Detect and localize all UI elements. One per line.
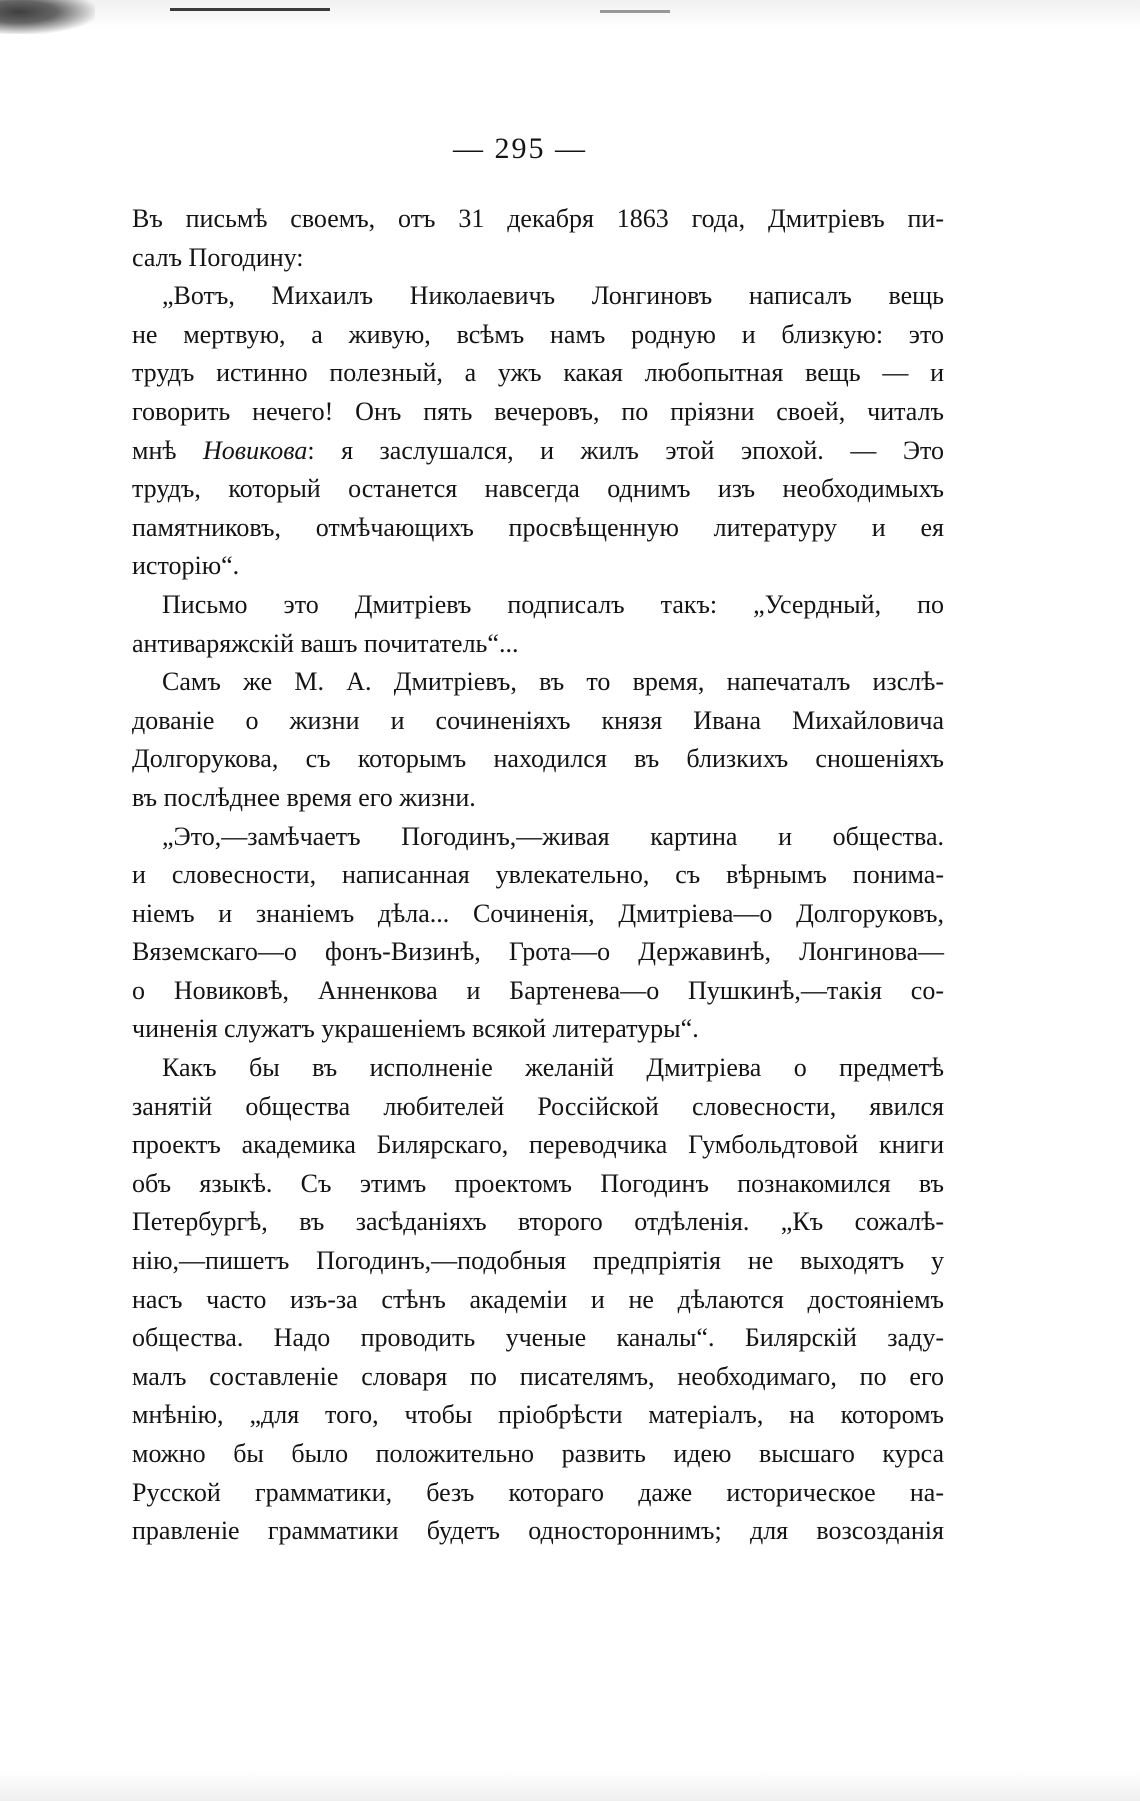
text-line: исторію“.	[132, 551, 240, 581]
text-line: насъ часто изъ-за стѣнъ академіи и не дѣлаются достояніемъ	[132, 1284, 944, 1314]
text-line: салъ Погодину:	[132, 242, 304, 272]
paragraph	[132, 586, 944, 663]
text-line: въ послѣднее время его жизни.	[132, 782, 476, 812]
paragraph	[132, 277, 944, 586]
text-line: проектъ академика Билярскаго, переводчика Гумбольдтовой книги	[132, 1130, 944, 1160]
text-line: Вяземскаго—о фонъ-Визинѣ, Грота—о Державинѣ, Лонгинова—	[132, 937, 944, 967]
text-line: чиненія служатъ украшеніемъ всякой литературы“.	[132, 1014, 699, 1044]
paragraph	[132, 818, 944, 1050]
book-title: Новикова	[203, 435, 308, 465]
text-line: объ языкѣ. Съ этимъ проектомъ Погодинъ познакомился въ	[132, 1168, 944, 1198]
text-line: можно бы было положительно развить идею высшаго курса	[132, 1439, 944, 1468]
scan-ink-blot	[0, 0, 95, 34]
text-line: ніемъ и знаніемъ дѣла... Сочиненія, Дмитріева—о Долгоруковъ,	[132, 898, 944, 928]
text-fragment: : я заслушался, и жилъ этой эпохой. — Это	[307, 435, 945, 465]
text-fragment: мнѣ	[132, 435, 177, 465]
text-line	[132, 432, 944, 471]
paragraph	[132, 1049, 944, 1551]
text-line: общества. Надо проводить ученые каналы“. Билярскій заду-	[132, 1323, 944, 1353]
text-line: Самъ же М. А. Дмитріевъ, въ то время, напечаталъ изслѣ-	[162, 667, 944, 697]
text-line: мнѣнію, „для того, чтобы пріобрѣсти матеріалъ, на которомъ	[132, 1400, 944, 1430]
text-line: правленіе грамматики будетъ одностороннимъ; для возсозданія	[132, 1516, 944, 1546]
text-line: Петербургѣ, въ засѣданіяхъ второго отдѣленія. „Къ сожалѣ-	[132, 1207, 944, 1237]
text-line: не мертвую, а живую, всѣмъ намъ родную и близкую: это	[132, 319, 944, 349]
text-line: трудъ истинно полезный, а ужъ какая любопытная вещь — и	[132, 358, 944, 388]
text-line: памятниковъ, отмѣчающихъ просвѣщенную литературу и ея	[132, 512, 944, 542]
text-line: Письмо это Дмитріевъ подписалъ такъ: „Усердный, по	[162, 589, 944, 619]
text-line: малъ составленіе словаря по писателямъ, необходимаго, по его	[132, 1361, 944, 1391]
text-line: Въ письмѣ своемъ, отъ 31 декабря 1863 года, Дмитріевъ пи-	[132, 204, 944, 233]
text-line: „Вотъ, Михаилъ Николаевичъ Лонгиновъ написалъ вещь	[162, 281, 944, 311]
paragraph	[132, 663, 944, 817]
page-number: — 295 —	[453, 132, 587, 165]
text-line: дованіе о жизни и сочиненіяхъ князя Ивана Михайловича	[132, 705, 944, 735]
text-line: занятій общества любителей Россійской словесности, явился	[132, 1091, 944, 1121]
text-line: нію,—пишетъ Погодинъ,—подобныя предпріятія не выходятъ у	[132, 1246, 944, 1276]
text-line: Русской грамматики, безъ котораго даже историческое на-	[132, 1477, 944, 1507]
scan-mark	[600, 10, 670, 13]
scan-top-edge	[0, 0, 1140, 40]
scan-mark	[170, 8, 330, 11]
text-line: „Это,—замѣчаетъ Погодинъ,—живая картина и общества.	[162, 821, 944, 851]
text-line: о Новиковѣ, Анненкова и Бартенева—о Пушкинѣ,—такія со-	[132, 975, 944, 1005]
text-line: и словесности, написанная увлекательно, съ вѣрнымъ понима-	[132, 860, 944, 890]
text-line: говорить нечего! Онъ пять вечеровъ, по пріязни своей, читалъ	[132, 396, 944, 426]
text-line: антиваряжскій вашъ почитатель“...	[132, 628, 519, 658]
page-text	[132, 200, 944, 1551]
scan-bottom-edge	[0, 1771, 1140, 1801]
text-line: трудъ, который останется навсегда однимъ изъ необходимыхъ	[132, 474, 944, 504]
text-line: Долгорукова, съ которымъ находился въ близкихъ сношеніяхъ	[132, 744, 944, 774]
text-line: Какъ бы въ исполненіе желаній Дмитріева о предметѣ	[162, 1053, 944, 1083]
paragraph	[132, 200, 944, 277]
